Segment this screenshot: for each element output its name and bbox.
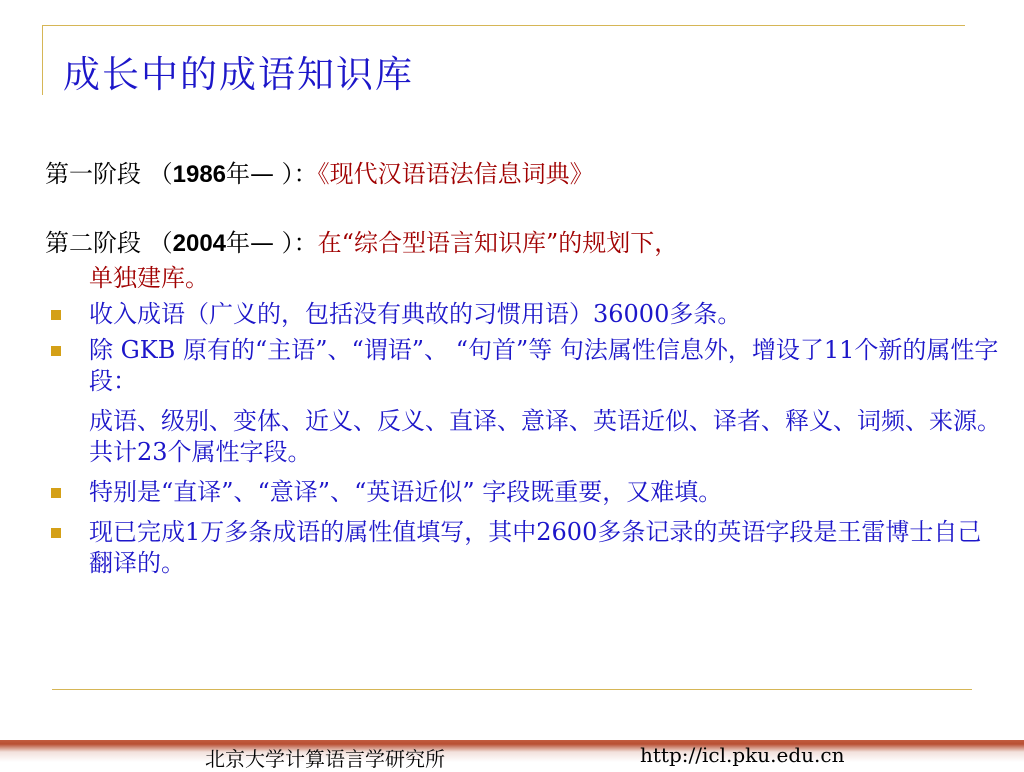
bullet-square-icon — [51, 310, 61, 320]
bullet-text: 特别是“直译”、“意译”、“英语近似” 字段既重要，又难填。 — [89, 478, 723, 506]
slide-content — [45, 157, 1005, 579]
stage-2-desc: 在“综合型语言知识库”的规划下， — [317, 229, 679, 257]
top-rule — [42, 25, 965, 26]
bullet-square-icon — [51, 488, 61, 498]
slide-title: 成长中的成语知识库 — [63, 53, 414, 96]
bottom-rule — [52, 689, 972, 690]
footer-url[interactable]: http://icl.pku.edu.cn — [640, 743, 845, 767]
bullet-square-icon — [51, 346, 61, 356]
stage-2-prefix: 第二阶段 （ — [45, 229, 173, 257]
stage-2-mid: 年— ）： — [226, 229, 318, 257]
stage-2-desc-cont: 单独建库。 — [89, 264, 209, 292]
bullet-item — [45, 335, 1005, 397]
bullet-text: 收入成语（广义的，包括没有典故的习惯用语）36000多条。 — [89, 300, 742, 328]
left-rule — [42, 25, 43, 95]
stage-1-prefix: 第一阶段 （ — [45, 160, 173, 188]
stage-2 — [45, 226, 1005, 295]
bullet-square-icon — [51, 528, 61, 538]
footer-bar — [0, 740, 1024, 768]
bullet-item — [45, 299, 1005, 330]
bullet-item — [45, 517, 1005, 579]
stage-1-year: 1986 — [172, 161, 227, 188]
bullet-item — [45, 477, 1005, 508]
stage-1-work: 《现代汉语语法信息词典》 — [317, 160, 594, 188]
stage-1-mid: 年— ）： — [226, 160, 318, 188]
stage-2-year: 2004 — [172, 230, 227, 257]
footer-institute: 北京大学计算语言学研究所 — [205, 747, 445, 771]
bullet-text: 现已完成1万多条成语的属性值填写，其中2600多条记录的英语字段是王雷博士自己翻译的。 — [89, 518, 982, 577]
bullet-text: 除 GKB 原有的“主语”、“谓语”、 “句首”等 句法属性信息外，增设了11个新的属性字段： — [89, 336, 999, 395]
stage-1 — [45, 157, 1005, 192]
fields-list: 成语、级别、变体、近义、反义、直译、意译、英语近似、译者、释义、词频、来源。共计23个属性字段。 — [89, 407, 1001, 466]
